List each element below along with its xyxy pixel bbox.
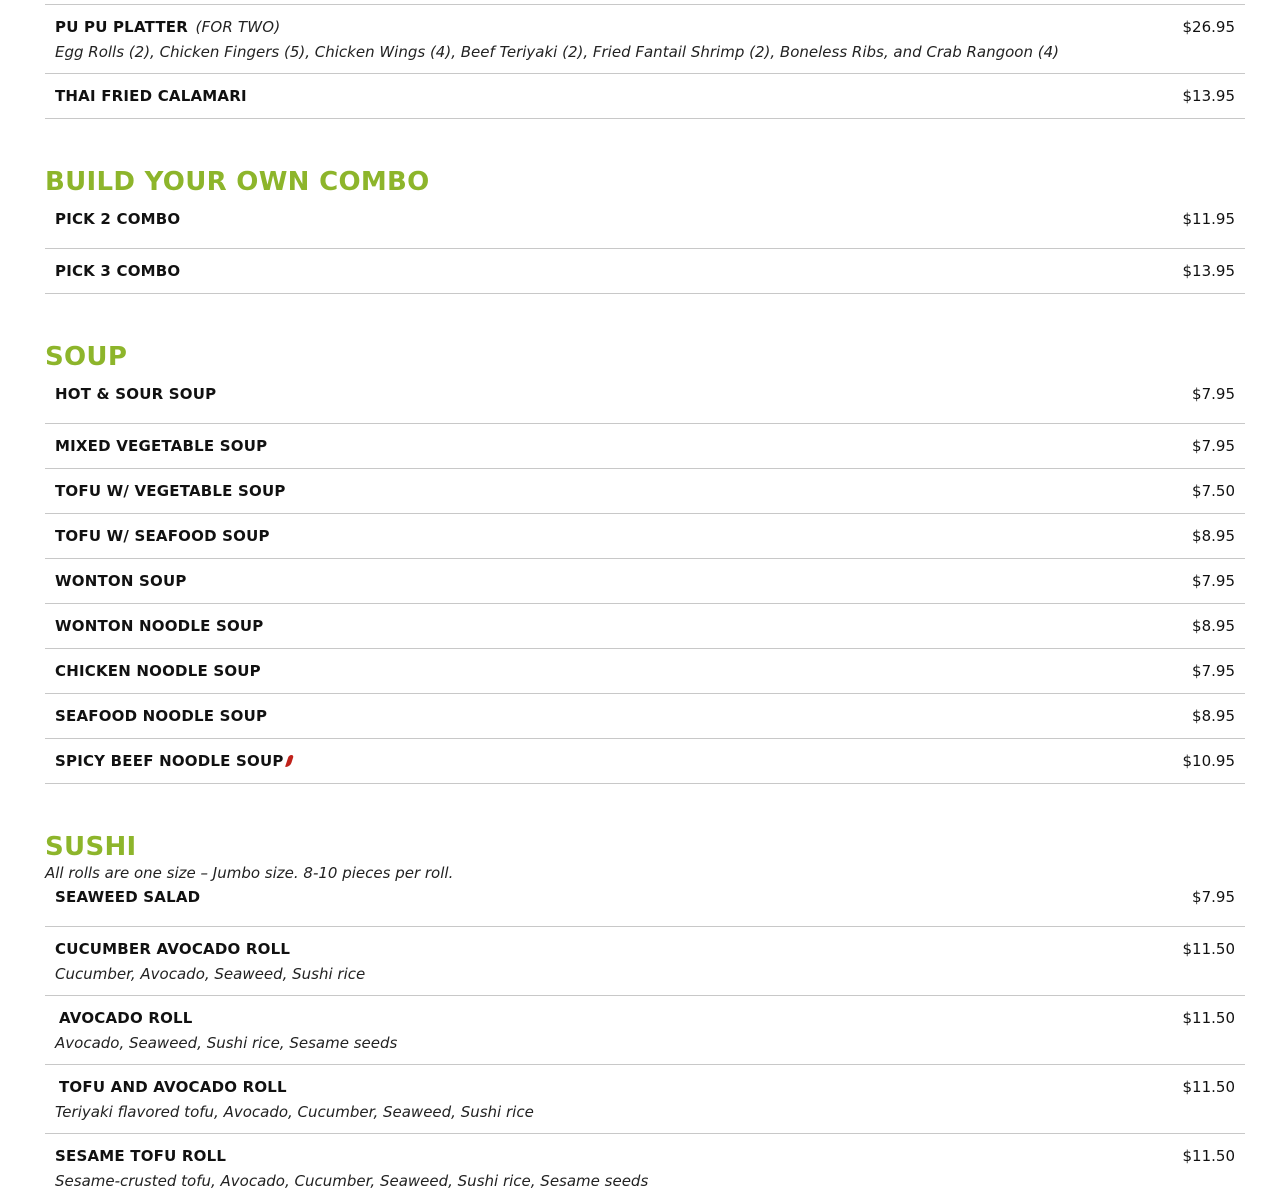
menu-item-pick-2-combo [45, 204, 1245, 249]
item-price: $11.50 [1182, 940, 1235, 958]
item-price: $11.50 [1182, 1147, 1235, 1165]
item-name: WONTON SOUP [55, 572, 187, 590]
item-name: PICK 3 COMBO [55, 262, 181, 280]
item-name: CHICKEN NOODLE SOUP [55, 662, 261, 680]
menu-item-mixed-vegetable-soup [45, 424, 1245, 469]
item-price: $8.95 [1192, 617, 1235, 635]
item-name: TOFU W/ SEAFOOD SOUP [55, 527, 270, 545]
menu-item-tofu-vegetable-soup [45, 469, 1245, 514]
item-name: SEAFOOD NOODLE SOUP [55, 707, 268, 725]
item-price: $11.50 [1182, 1078, 1235, 1096]
item-price: $7.95 [1192, 385, 1235, 403]
item-name: SPICY BEEF NOODLE SOUP [55, 752, 292, 770]
item-description: Egg Rolls (2), Chicken Fingers (5), Chicken Wings (4), Beef Teriyaki (2), Fried Fantail Shrimp (2), Boneless Ribs, and Crab Rangoon (4) [55, 43, 1060, 61]
item-name: HOT & SOUR SOUP [55, 385, 217, 403]
item-name: TOFU W/ VEGETABLE SOUP [55, 482, 286, 500]
section-title-combo: BUILD YOUR OWN COMBO [45, 167, 430, 197]
item-description: Avocado, Seaweed, Sushi rice, Sesame seeds [55, 1034, 398, 1052]
menu-item-seafood-noodle-soup [45, 694, 1245, 739]
item-price: $7.95 [1192, 572, 1235, 590]
item-price: $13.95 [1182, 262, 1235, 280]
menu-item-thai-fried-calamari [45, 74, 1245, 119]
menu-item-avocado-roll [45, 996, 1245, 1065]
menu-item-pu-pu-platter [45, 5, 1245, 74]
item-price: $7.95 [1192, 437, 1235, 455]
section-title-sushi: SUSHI [45, 832, 137, 862]
item-name: AVOCADO ROLL [59, 1009, 193, 1027]
menu-item-spicy-beef-noodle-soup [45, 739, 1245, 784]
item-name: MIXED VEGETABLE SOUP [55, 437, 268, 455]
item-price: $7.95 [1192, 662, 1235, 680]
menu-item-wonton-noodle-soup [45, 604, 1245, 649]
menu-item-tofu-seafood-soup [45, 514, 1245, 559]
menu-item-sesame-tofu-roll [45, 1134, 1245, 1203]
item-price: $7.95 [1192, 888, 1235, 906]
item-price: $8.95 [1192, 707, 1235, 725]
item-note: (FOR TWO) [195, 18, 281, 36]
section-note: All rolls are one size – Jumbo size. 8-10 pieces per roll. [45, 864, 454, 882]
item-name: SEAWEED SALAD [55, 888, 201, 906]
item-name: PU PU PLATTER (FOR TWO) [55, 18, 281, 36]
item-price: $13.95 [1182, 87, 1235, 105]
section-title-soup: SOUP [45, 342, 128, 372]
item-name: TOFU AND AVOCADO ROLL [59, 1078, 287, 1096]
item-name: PICK 2 COMBO [55, 210, 181, 228]
menu-item-seaweed-salad [45, 882, 1245, 927]
item-description: Sesame-crusted tofu, Avocado, Cucumber, Seaweed, Sushi rice, Sesame seeds [55, 1172, 649, 1190]
item-name: THAI FRIED CALAMARI [55, 87, 247, 105]
chili-pepper-icon [285, 755, 294, 767]
item-name: SESAME TOFU ROLL [55, 1147, 227, 1165]
menu [45, 0, 1245, 1203]
item-price: $26.95 [1182, 18, 1235, 36]
item-name: WONTON NOODLE SOUP [55, 617, 264, 635]
menu-item-tofu-avocado-roll [45, 1065, 1245, 1134]
menu-item-pick-3-combo [45, 249, 1245, 294]
item-description: Cucumber, Avocado, Seaweed, Sushi rice [55, 965, 366, 983]
menu-item-hot-sour-soup [45, 379, 1245, 424]
menu-item-chicken-noodle-soup [45, 649, 1245, 694]
item-price: $11.95 [1182, 210, 1235, 228]
item-description: Teriyaki flavored tofu, Avocado, Cucumber, Seaweed, Sushi rice [55, 1103, 534, 1121]
menu-item-cucumber-avocado-roll [45, 927, 1245, 996]
menu-item-wonton-soup [45, 559, 1245, 604]
item-price: $7.50 [1192, 482, 1235, 500]
item-price: $11.50 [1182, 1009, 1235, 1027]
item-name: CUCUMBER AVOCADO ROLL [55, 940, 291, 958]
item-price: $10.95 [1182, 752, 1235, 770]
item-price: $8.95 [1192, 527, 1235, 545]
